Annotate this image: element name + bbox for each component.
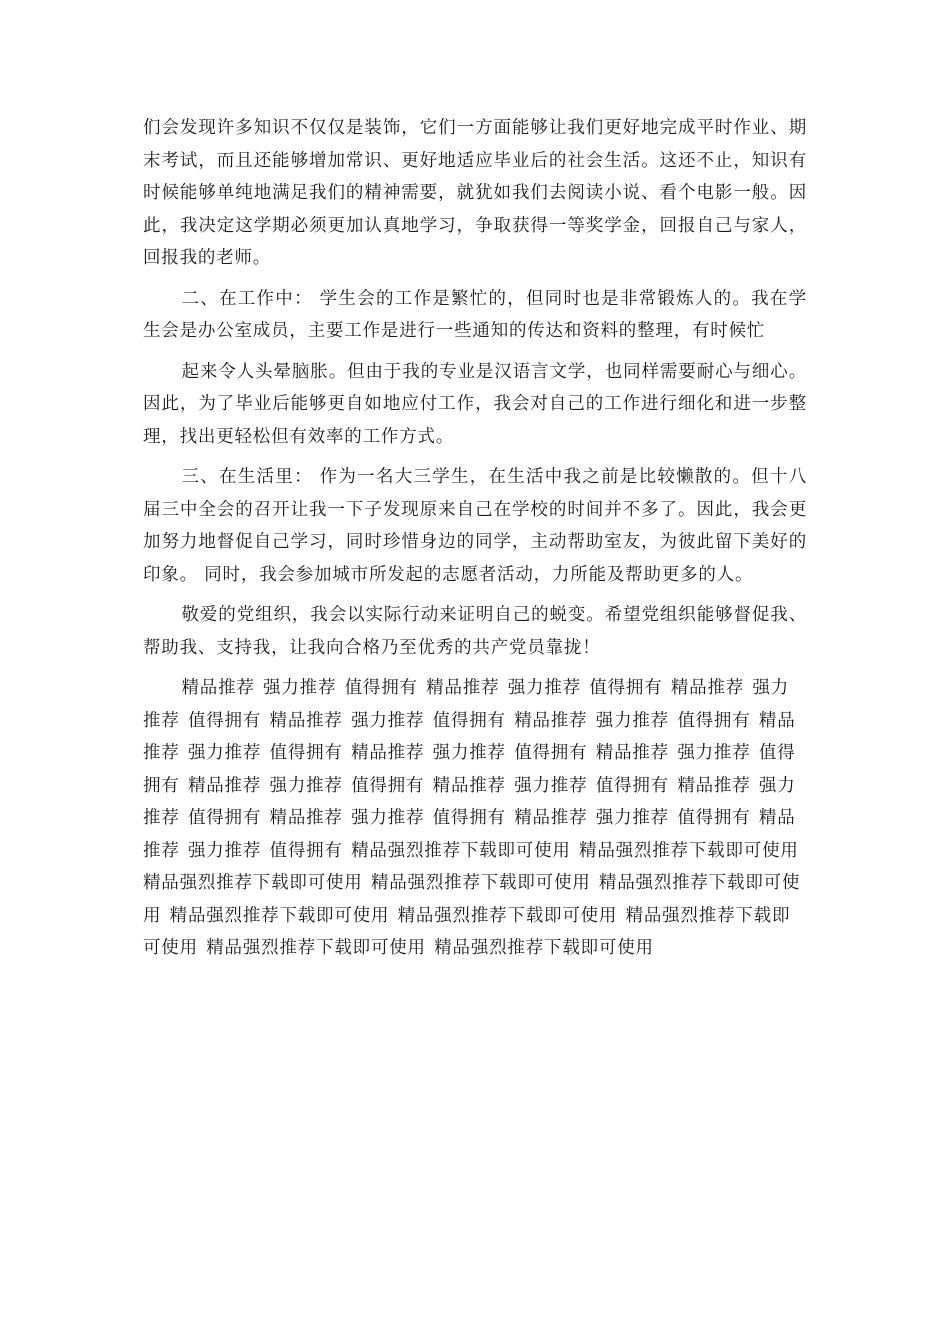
paragraph-study-continued: 们会发现许多知识不仅仅是装饰，它们一方面能够让我们更好地完成平时作业、期末考试，而且还能够增加常识、更好地适应毕业后的社会生活。这还不止，知识有时候能够单纯地满足我们的精神需要，就犹如我们去阅读小说、看个电影一般。因此，我决定这学期必须更加认真地学习，争取获得一等奖学金，回报自己与家人，回报我的老师。 (143, 118, 807, 268)
paragraph-work-continued: 起来令人头晕脑胀。但由于我的专业是汉语言文学，也同样需要耐心与细心。因此，为了毕业后能够更自如地应付工作，我会对自己的工作进行细化和进一步整理，找出更轻松但有效率的工作方式。 (143, 361, 807, 447)
paragraph-life: 三、在生活里： 作为一名大三学生，在生活中我之前是比较懒散的。但十八届三中全会的召开让我一下子发现原来自己在学校的时间并不多了。因此，我会更加努力地督促自己学习，同时珍惜身边的同学，主动帮助室友，为彼此留下美好的印象。 同时，我会参加城市所发起的志愿者活动，力所能及帮助更多的人。 (143, 467, 807, 585)
document-body (143, 112, 807, 965)
promo-text: 精品推荐 强力推荐 值得拥有 精品推荐 强力推荐 值得拥有 精品推荐 强力推荐 值得拥有 精品推荐 强力推荐 值得拥有 精品推荐 强力推荐 值得拥有 精品推荐 强力推荐 值得拥有 精品推荐 强力推荐 值得拥有 精品推荐 强力推荐 值得拥有 精品推荐 强力推荐 值得拥有 精品推荐 强力推荐 值得拥有 精品推荐 强力推荐 值得拥有 精品推荐 强力推荐 值得拥有 精品推荐 强力推荐 值得拥有 精品推荐 强力推荐 值得拥有 精品强烈推荐下载即可使用 精品强烈推荐下载即可使用 精品强烈推荐下载即可使用 精品强烈推荐下载即可使用 精品强烈推荐下载即可使用 精品强烈推荐下载即可使用 精品强烈推荐下载即可使用 精品强烈推荐下载即可使用 精品强烈推荐下载即可使用 精品强烈推荐下载即可使用 (143, 678, 801, 958)
paragraph-work: 二、在工作中： 学生会的工作是繁忙的，但同时也是非常锻炼人的。我在学生会是办公室成员，主要工作是进行一些通知的传达和资料的整理，有时候忙 (143, 288, 807, 341)
paragraph-closing: 敬爱的党组织，我会以实际行动来证明自己的蜕变。希望党组织能够督促我、帮助我、支持我，让我向合格乃至优秀的共产党员靠拢！ (143, 605, 807, 658)
